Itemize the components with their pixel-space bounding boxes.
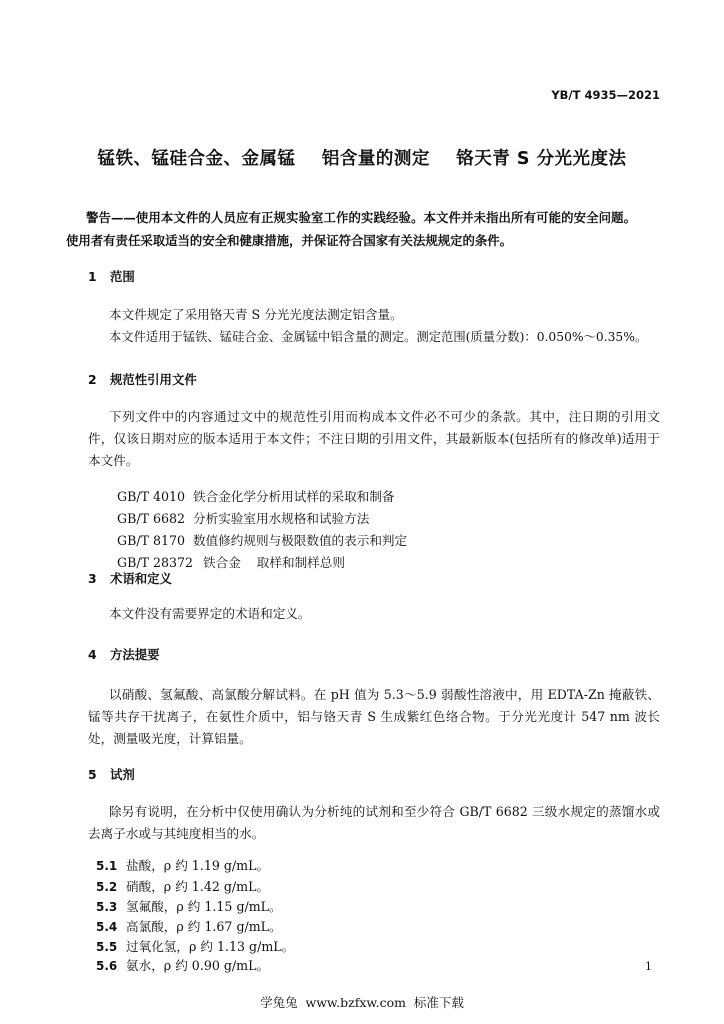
- page-number: 1: [645, 960, 652, 973]
- section-3-paragraph-1: 本文件没有需要界定的术语和定义。: [109, 606, 311, 621]
- reagent-number: 5.1: [96, 859, 118, 873]
- reagent-text: 盐酸，ρ 约 1.19 g/mL。: [126, 858, 270, 873]
- standard-code: YB/T 4935—2021: [551, 88, 660, 102]
- reagent-number: 5.6: [96, 959, 118, 973]
- warning-paragraph: 警告——使用本文件的人员应有正规实验室工作的实践经验。本文件并未指出所有可能的安全问题。使用者有责任采取适当的安全和健康措施，并保证符合国家有关法规规定的条件。: [66, 210, 636, 248]
- reagent-number: 5.3: [96, 900, 118, 914]
- reagent-number: 5.5: [96, 940, 118, 954]
- section-2-paragraph-1: 下列文件中的内容通过文中的规范性引用而构成本文件必不可少的条款。其中，注日期的引用文件，仅该日期对应的版本适用于本文件；不注日期的引用文件，其最新版本(包括所有的修改单)适用于本文件。: [88, 409, 660, 468]
- reference-title: 数值修约规则与极限数值的表示和判定: [193, 533, 408, 548]
- section-3-heading: [88, 569, 172, 587]
- section-title: 方法提要: [110, 647, 160, 662]
- section-number: 1: [88, 269, 97, 284]
- section-4-heading: [88, 645, 160, 663]
- section-number: 3: [88, 571, 97, 586]
- section-1-heading: [88, 267, 135, 285]
- reference-code: GB/T 6682: [117, 511, 186, 526]
- reference-code: GB/T 28372: [117, 555, 194, 570]
- section-1-paragraph-1: 本文件规定了采用铬天青 S 分光光度法测定铝含量。: [109, 307, 403, 322]
- section-title: 范围: [110, 269, 135, 284]
- section-title: 试剂: [110, 767, 135, 782]
- section-5-heading: [88, 765, 135, 783]
- section-5-paragraph-1: 除另有说明，在分析中仅使用确认为分析纯的试剂和至少符合 GB/T 6682 三级水规定的蒸馏水或去离子水或与其纯度相当的水。: [88, 804, 660, 841]
- reagent-text: 氢氟酸，ρ 约 1.15 g/mL。: [126, 899, 282, 914]
- section-number: 4: [88, 647, 97, 662]
- section-1-paragraph-2: 本文件适用于锰铁、锰硅合金、金属锰中铝含量的测定。测定范围(质量分数)：0.050%～0.35%。: [109, 330, 648, 344]
- reference-code: GB/T 4010: [117, 489, 186, 504]
- reagent-item: [88, 940, 269, 974]
- section-number: 5: [88, 767, 97, 782]
- reagent-text: 高氯酸，ρ 约 1.67 g/mL。: [126, 919, 282, 934]
- reagent-text: 硝酸，ρ 约 1.42 g/mL。: [126, 879, 270, 894]
- reagent-number: 5.4: [96, 920, 118, 934]
- reference-item: [109, 537, 345, 571]
- reference-title: 铁合金 取样和制样总则: [203, 555, 345, 570]
- section-2-heading: [88, 370, 197, 388]
- section-4-paragraph-1: 以硝酸、氢氟酸、高氯酸分解试料。在 pH 值为 5.3～5.9 弱酸性溶液中，用 EDTA-Zn 掩蔽铁、锰等共存干扰离子，在氨性介质中，铝与铬天青 S 生成紫红色络合物。于分光光度计 547 nm 波长处，测量吸光度，计算铝量。: [88, 687, 660, 746]
- section-title: 规范性引用文件: [110, 372, 197, 387]
- reagent-text: 过氧化氢，ρ 约 1.13 g/mL。: [126, 939, 295, 954]
- reference-title: 分析实验室用水规格和试验方法: [193, 511, 370, 526]
- document-title: 锰铁、锰硅合金、金属锰 铝含量的测定 铬天青 S 分光光度法: [97, 149, 627, 169]
- reference-code: GB/T 8170: [117, 533, 186, 548]
- section-number: 2: [88, 372, 97, 387]
- footer-watermark: 学兔兔 www.bzfxw.com 标准下载: [260, 995, 464, 1010]
- reference-title: 铁合金化学分析用试样的采取和制备: [193, 489, 395, 504]
- section-title: 术语和定义: [110, 571, 172, 586]
- reagent-number: 5.2: [96, 880, 118, 894]
- reagent-text: 氨水，ρ 约 0.90 g/mL。: [126, 958, 270, 973]
